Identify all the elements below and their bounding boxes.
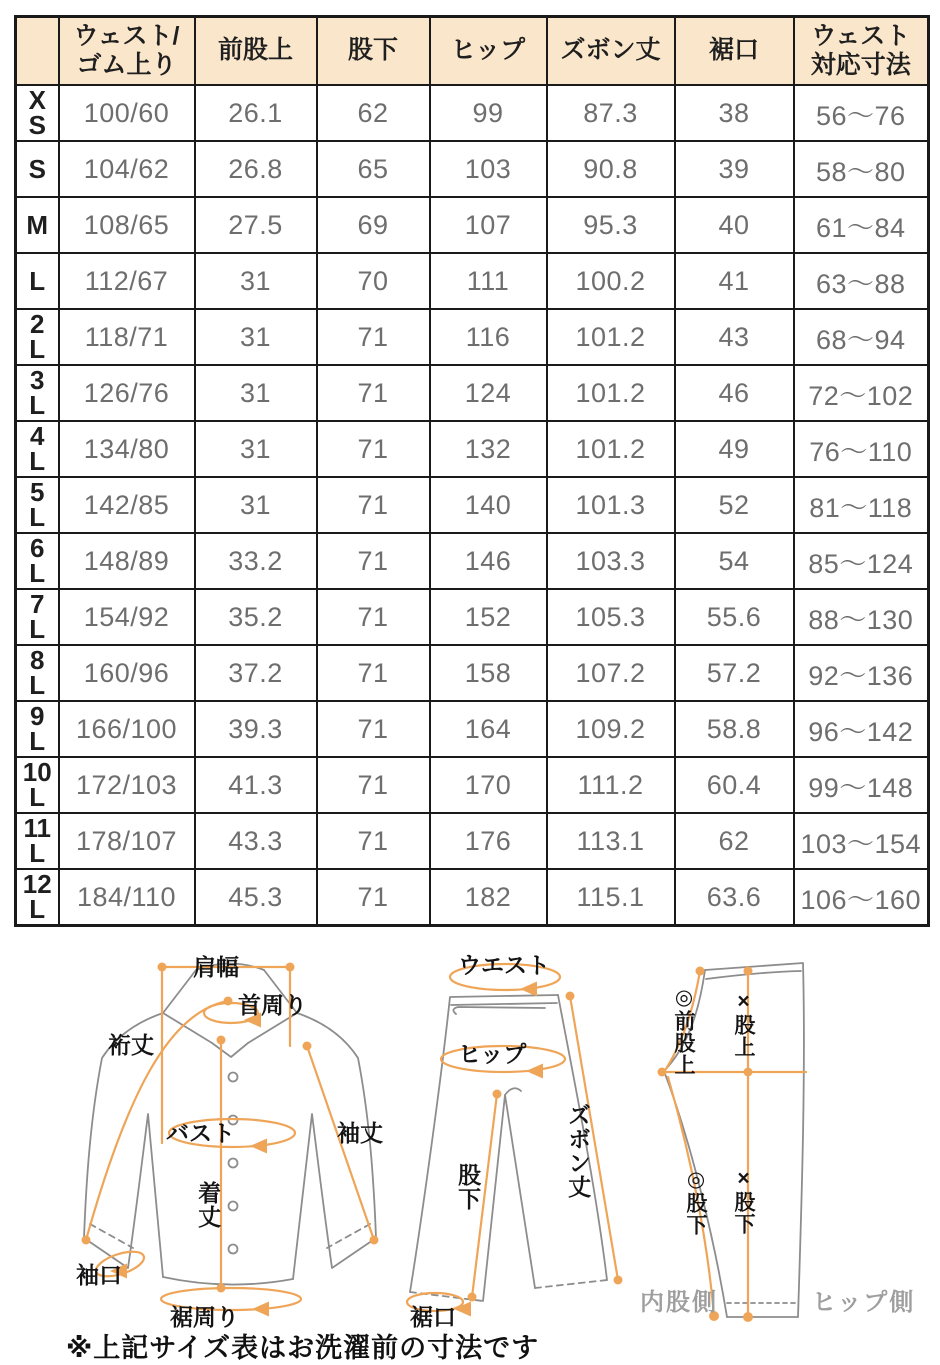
value-cell: 134/80 [59,421,195,477]
table-row [16,813,929,869]
column-header-size [16,17,59,86]
value-cell: 35.2 [195,589,317,645]
value-cell: 72～102 [794,365,929,421]
value-cell: 62 [317,85,430,141]
value-cell: 63～88 [794,253,929,309]
value-cell: 31 [195,365,317,421]
value-cell: 158 [430,645,547,701]
value-cell: 166/100 [59,701,195,757]
size-cell: 9 L [16,701,59,757]
hem-around-arrow [252,1302,269,1317]
value-cell: 62 [675,813,794,869]
value-cell: 107 [430,197,547,253]
value-cell: 58～80 [794,141,929,197]
value-cell: 69 [317,197,430,253]
value-cell: 71 [317,869,430,926]
value-cell: 99 [430,85,547,141]
value-cell: 71 [317,645,430,701]
shirt-label-body-length: 着丈 [195,1181,222,1229]
side-label-rise: ×股上 [732,990,756,1058]
shirt-hem [163,1277,293,1285]
pants-label-pants-length: ズボン丈 [565,1103,592,1199]
value-cell: 57.2 [675,645,794,701]
value-cell: 63.6 [675,869,794,926]
value-cell: 184/110 [59,869,195,926]
size-cell: 8 L [16,645,59,701]
value-cell: 27.5 [195,197,317,253]
side-label-hip-side: ヒップ側 [812,1289,916,1316]
column-header-hip: ヒップ [430,17,547,86]
value-cell: 152 [430,589,547,645]
value-cell: 103.3 [547,533,675,589]
table-row [16,141,929,197]
value-cell: 71 [317,589,430,645]
value-cell: 60.4 [675,757,794,813]
value-cell: 148/89 [59,533,195,589]
value-cell: 68～94 [794,309,929,365]
value-cell: 109.2 [547,701,675,757]
pants-crotch-seam [505,1088,521,1095]
value-cell: 172/103 [59,757,195,813]
hip-arrow [526,1064,543,1079]
value-cell: 182 [430,869,547,926]
column-header-front-rise: 前股上 [195,17,317,86]
value-cell: 26.8 [195,141,317,197]
value-cell: 126/76 [59,365,195,421]
pants-waistband [451,1003,557,1005]
value-cell: 176 [430,813,547,869]
value-cell: 118/71 [59,309,195,365]
value-cell: 81～118 [794,477,929,533]
size-cell: 5 L [16,477,59,533]
size-cell: M [16,197,59,253]
waist-arrow [520,982,537,997]
value-cell: 87.3 [547,85,675,141]
value-cell: 45.3 [195,869,317,926]
pants-label-waist: ウエスト [458,952,550,978]
diagram-line-art [0,945,940,1330]
value-cell: 71 [317,757,430,813]
size-cell: 12 L [16,869,59,926]
value-cell: 100/60 [59,85,195,141]
side-label-inner-side: 内股側 [640,1289,718,1316]
bust-arrow [250,1139,267,1154]
value-cell: 71 [317,309,430,365]
value-cell: 71 [317,477,430,533]
value-cell: 58.8 [675,701,794,757]
size-cell: L [16,253,59,309]
table-row [16,197,929,253]
value-cell: 33.2 [195,533,317,589]
shirt-button [229,1159,238,1168]
value-cell: 90.8 [547,141,675,197]
value-cell: 112/67 [59,253,195,309]
value-cell: 170 [430,757,547,813]
value-cell: 113.1 [547,813,675,869]
value-cell: 103 [430,141,547,197]
size-cell: 3 L [16,365,59,421]
pre-wash-note: ※上記サイズ表はお洗濯前の寸法です [66,1333,540,1363]
value-cell: 46 [675,365,794,421]
size-cell: 6 L [16,533,59,589]
side-label-inseam-marked: ◎股下 [684,1167,708,1236]
value-cell: 108/65 [59,197,195,253]
value-cell: 76～110 [794,421,929,477]
value-cell: 111 [430,253,547,309]
shirt-left-cuff-seam [90,1224,133,1248]
value-cell: 111.2 [547,757,675,813]
column-header-inseam: 股下 [317,17,430,86]
value-cell: 164 [430,701,547,757]
value-cell: 70 [317,253,430,309]
value-cell: 37.2 [195,645,317,701]
shirt-label-cuff: 袖口 [76,1262,122,1288]
size-table [14,15,930,927]
value-cell: 31 [195,309,317,365]
side-waistband [706,971,801,979]
shirt-label-hem-around: 裾周り [170,1304,239,1330]
table-body [16,85,929,926]
size-cell: X S [16,85,59,141]
value-cell: 103～154 [794,813,929,869]
value-cell: 140 [430,477,547,533]
pants-right-hem [535,1280,607,1288]
value-cell: 43.3 [195,813,317,869]
size-cell: 7 L [16,589,59,645]
value-cell: 96～142 [794,701,929,757]
value-cell: 56～76 [794,85,929,141]
value-cell: 71 [317,813,430,869]
size-cell: 10 L [16,757,59,813]
shirt-label-sleeve-reach: 裄丈 [108,1032,154,1058]
value-cell: 39.3 [195,701,317,757]
pants-inner-legs [483,1095,535,1301]
value-cell: 41 [675,253,794,309]
value-cell: 178/107 [59,813,195,869]
value-cell: 160/96 [59,645,195,701]
value-cell: 100.2 [547,253,675,309]
value-cell: 71 [317,533,430,589]
table-row [16,477,929,533]
shirt-right-cuff-seam [327,1224,370,1248]
table-row [16,253,929,309]
value-cell: 39 [675,141,794,197]
value-cell: 146 [430,533,547,589]
table-row [16,701,929,757]
value-cell: 55.6 [675,589,794,645]
value-cell: 101.2 [547,365,675,421]
table-row [16,589,929,645]
column-header-waist-range: ウェスト対応寸法 [794,17,929,86]
pants-label-hem: 裾口 [410,1304,456,1330]
value-cell: 85～124 [794,533,929,589]
side-label-inseam-x: ×股下 [732,1167,756,1235]
size-cell: 11 L [16,813,59,869]
shirt-neck-v [212,1043,248,1057]
table-row [16,869,929,926]
shirt-label-sleeve-length: 袖丈 [337,1120,383,1146]
value-cell: 31 [195,477,317,533]
value-cell: 49 [675,421,794,477]
pants-left-outline [410,995,558,1292]
value-cell: 105.3 [547,589,675,645]
value-cell: 54 [675,533,794,589]
value-cell: 99～148 [794,757,929,813]
value-cell: 31 [195,253,317,309]
table-row [16,365,929,421]
value-cell: 88～130 [794,589,929,645]
value-cell: 61～84 [794,197,929,253]
value-cell: 154/92 [59,589,195,645]
value-cell: 41.3 [195,757,317,813]
value-cell: 124 [430,365,547,421]
value-cell: 43 [675,309,794,365]
value-cell: 26.1 [195,85,317,141]
size-cell: 4 L [16,421,59,477]
pants-label-hip: ヒップ [458,1041,527,1067]
measurement-diagrams [0,945,940,1330]
value-cell: 104/62 [59,141,195,197]
value-cell: 101.3 [547,477,675,533]
shirt-label-bust: バスト [166,1120,235,1146]
column-header-waist-elastic: ウェスト/ゴム上り [59,17,195,86]
table-row [16,421,929,477]
shirt-right-side [293,1013,376,1279]
value-cell: 101.2 [547,421,675,477]
column-header-pants-length: ズボン丈 [547,17,675,86]
shirt-button [229,1245,238,1254]
value-cell: 65 [317,141,430,197]
value-cell: 31 [195,421,317,477]
value-cell: 71 [317,365,430,421]
header-row [16,17,929,86]
value-cell: 107.2 [547,645,675,701]
table-row [16,757,929,813]
column-header-hem-opening: 裾口 [675,17,794,86]
value-cell: 52 [675,477,794,533]
value-cell: 95.3 [547,197,675,253]
table-row [16,645,929,701]
shirt-button [229,1073,238,1082]
size-cell: 2 L [16,309,59,365]
value-cell: 40 [675,197,794,253]
value-cell: 106～160 [794,869,929,926]
table-row [16,85,929,141]
value-cell: 142/85 [59,477,195,533]
value-cell: 38 [675,85,794,141]
shirt-button [229,1202,238,1211]
value-cell: 132 [430,421,547,477]
value-cell: 71 [317,421,430,477]
size-cell: S [16,141,59,197]
table-row [16,309,929,365]
value-cell: 116 [430,309,547,365]
side-label-front-rise: ◎前股上 [672,985,696,1076]
shirt-label-neck: 首周り [238,992,307,1018]
table-row [16,533,929,589]
value-cell: 101.2 [547,309,675,365]
value-cell: 71 [317,701,430,757]
value-cell: 115.1 [547,869,675,926]
value-cell: 92～136 [794,645,929,701]
pants-fly-line [453,1007,545,1014]
pants-label-inseam: 股下 [455,1163,482,1211]
shirt-label-shoulder-width: 肩幅 [193,954,239,980]
shirt-left-lapel [163,970,212,1043]
